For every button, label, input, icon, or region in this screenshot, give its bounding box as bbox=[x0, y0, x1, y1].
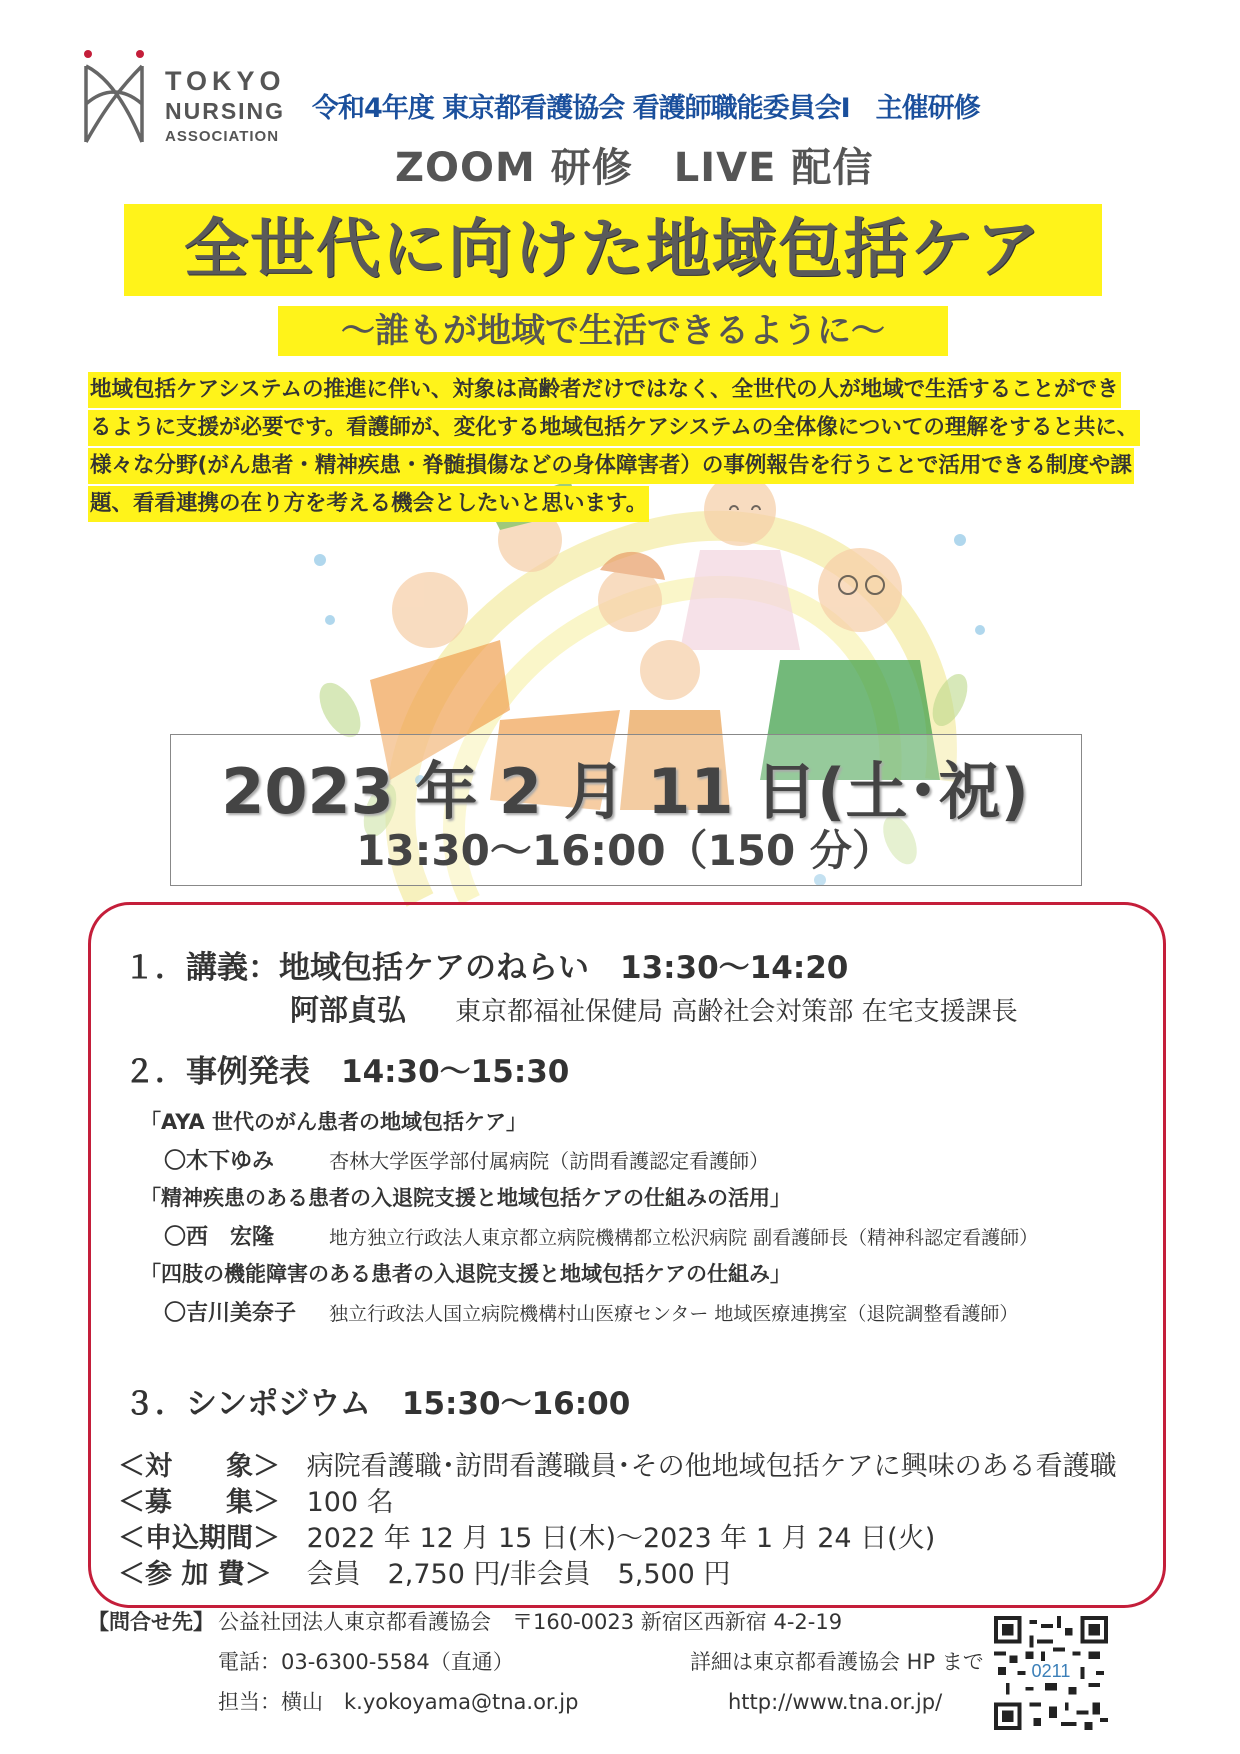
page-subtitle: ～誰もが地域で生活できるように～ bbox=[341, 311, 885, 351]
tna-logo-mark-icon bbox=[80, 48, 160, 148]
detail-capacity bbox=[118, 1480, 394, 1519]
speaker-name: 〇西 宏隆 bbox=[164, 1225, 275, 1250]
page-title: 全世代に向けた地域包括ケア bbox=[184, 213, 1042, 287]
logo-text-nursing: NURSING bbox=[165, 98, 286, 124]
talk-speaker bbox=[164, 1296, 1018, 1327]
more-info-text: 詳細は東京都看護協会 HP まで bbox=[690, 1650, 984, 1674]
qr-label: 0211 bbox=[1031, 1660, 1071, 1681]
talk-speaker bbox=[164, 1220, 1038, 1251]
logo-text-tokyo: TOKYO bbox=[165, 66, 286, 96]
detail-application-period bbox=[118, 1516, 935, 1555]
intro-paragraph bbox=[88, 372, 1188, 524]
contact-phone: 電話：03-6300-5584（直通） bbox=[218, 1650, 514, 1674]
speaker-affiliation: 独立行政法人国立病院機構村山医療センター 地域医療連携室（退院調整看護師） bbox=[329, 1303, 1019, 1325]
contact-person: 担当：横山 k.yokoyama@tna.or.jp bbox=[218, 1690, 579, 1714]
organizer-line: 令和4年度 東京都看護協会 看護師職能委員会Ⅰ 主催研修 bbox=[312, 93, 980, 124]
intro-line: 地域包括ケアシステムの推進に伴い、対象は高齢者だけではなく、全世代の人が地域で生活することができ bbox=[88, 372, 1121, 408]
detail-value: 100 名 bbox=[306, 1487, 394, 1518]
speaker-affiliation: 東京都福祉保健局 高齢社会対策部 在宅支援課長 bbox=[455, 997, 1018, 1027]
contact-label: 【問合せ先】 bbox=[88, 1610, 214, 1634]
speaker-name: 阿部貞弘 bbox=[290, 993, 407, 1027]
detail-value: 会員 2,750 円/非会員 5,500 円 bbox=[306, 1559, 731, 1590]
detail-fee bbox=[118, 1552, 730, 1591]
logo-text-association: ASSOCIATION bbox=[165, 128, 280, 145]
detail-value: 病院看護職･訪問看護職員･その他地域包括ケアに興味のある看護職 bbox=[306, 1451, 1117, 1482]
case-study-heading: ２．事例発表 14:30～15:30 bbox=[124, 1054, 570, 1090]
format-line: ZOOM 研修 LIVE 配信 bbox=[395, 145, 874, 191]
detail-label: ＜参 加 費＞ bbox=[118, 1559, 272, 1590]
website-link[interactable]: http://www.tna.or.jp/ bbox=[728, 1690, 943, 1714]
lecture-speaker bbox=[290, 988, 1018, 1029]
detail-value: 2022 年 12 月 15 日(木)～2023 年 1 月 24 日(火) bbox=[306, 1523, 936, 1554]
contact-org-address: 公益社団法人東京都看護協会 〒160-0023 新宿区西新宿 4-2-19 bbox=[218, 1610, 843, 1634]
intro-line: 様々な分野(がん患者・精神疾患・脊髄損傷などの身体障害者）の事例報告を行うことで活用できる制度や課 bbox=[88, 448, 1134, 484]
detail-target bbox=[118, 1444, 1117, 1483]
detail-label: ＜申込期間＞ bbox=[118, 1523, 280, 1554]
qr-code-icon[interactable] bbox=[994, 1616, 1108, 1730]
event-time: 13:30～16:00（150 分） bbox=[356, 826, 894, 875]
tna-logo bbox=[80, 48, 290, 148]
intro-line: 題、看看連携の在り方を考える機会としたいと思います。 bbox=[88, 486, 649, 522]
symposium-heading: ３．シンポジウム 15:30～16:00 bbox=[124, 1386, 631, 1422]
speaker-affiliation: 杏林大学医学部付属病院（訪問看護認定看護師） bbox=[329, 1149, 770, 1173]
talk-speaker bbox=[164, 1144, 769, 1175]
event-date: 2023 年 2 月 11 日(土･祝) bbox=[221, 755, 1029, 828]
lecture-heading: １．講義：地域包括ケアのねらい 13:30～14:20 bbox=[124, 950, 849, 986]
speaker-affiliation: 地方独立行政法人東京都立病院機構都立松沢病院 副看護師長（精神科認定看護師） bbox=[329, 1227, 1039, 1249]
talk-title: 「四肢の機能障害のある患者の入退院支援と地域包括ケアの仕組み」 bbox=[140, 1262, 791, 1286]
detail-label: ＜対 象＞ bbox=[118, 1451, 280, 1482]
detail-label: ＜募 集＞ bbox=[118, 1487, 280, 1518]
speaker-name: 〇吉川美奈子 bbox=[164, 1301, 297, 1326]
talk-title: 「精神疾患のある患者の入退院支援と地域包括ケアの仕組みの活用」 bbox=[140, 1186, 791, 1210]
speaker-name: 〇木下ゆみ bbox=[164, 1149, 275, 1174]
talk-title: 「AYA 世代のがん患者の地域包括ケア」 bbox=[140, 1110, 528, 1134]
intro-line: るように支援が必要です。看護師が、変化する地域包括ケアシステムの全体像についての理解をすると共に、 bbox=[88, 410, 1140, 446]
